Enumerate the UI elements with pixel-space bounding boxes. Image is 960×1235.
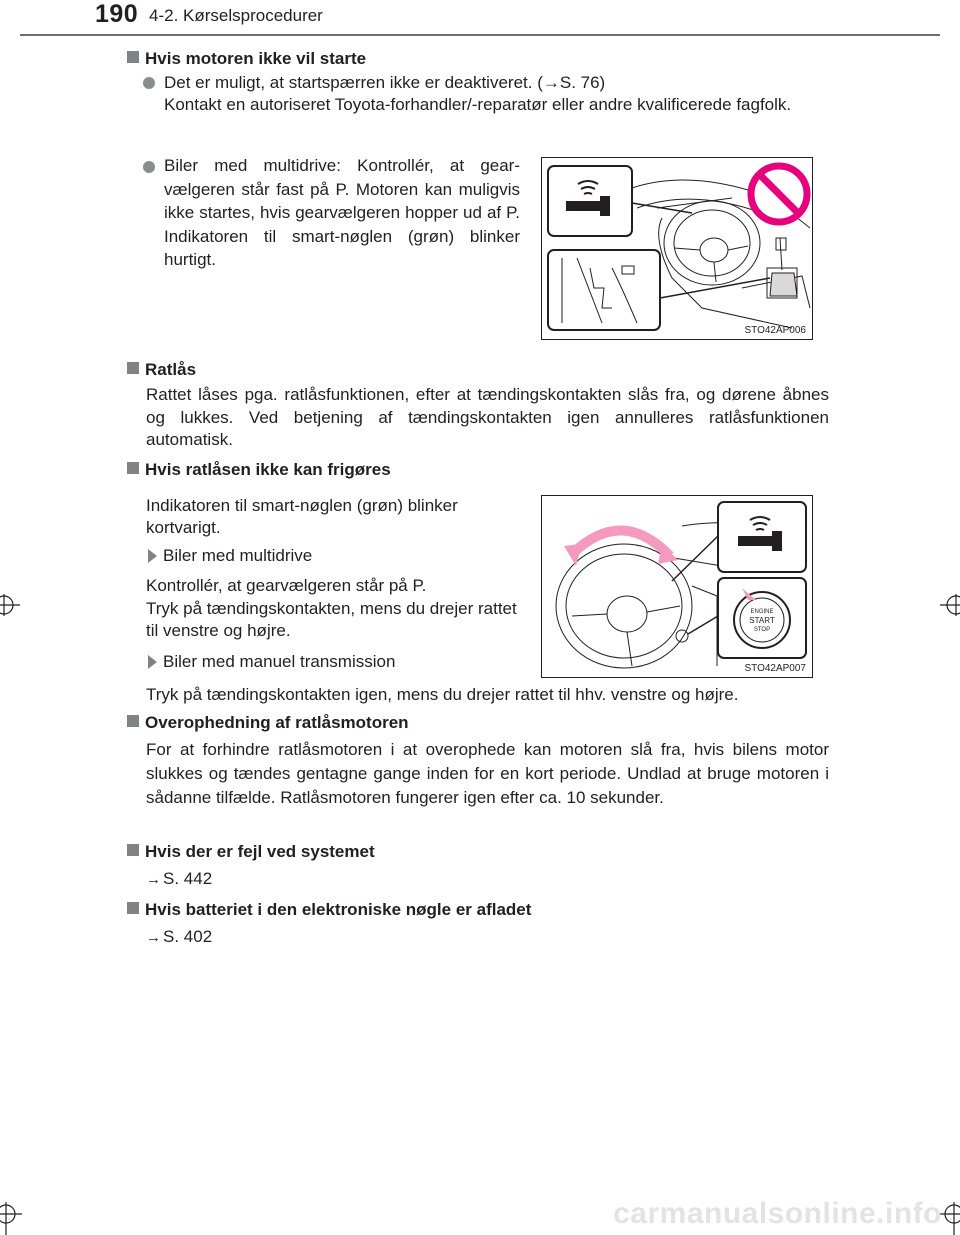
start-label: START xyxy=(749,616,775,625)
arrow-ref-icon: → xyxy=(146,871,161,888)
square-bullet-icon xyxy=(127,902,139,914)
section-heading: Overophedning af ratlåsmotoren xyxy=(127,713,409,733)
square-bullet-icon xyxy=(127,51,139,63)
crop-mark-icon xyxy=(0,590,20,620)
prohibition-icon xyxy=(751,166,807,222)
section-heading: Hvis der er fejl ved systemet xyxy=(127,842,375,862)
sub-heading: Biler med multidrive xyxy=(163,546,313,565)
square-bullet-icon xyxy=(127,844,139,856)
engine-label: ENGINE xyxy=(750,609,774,615)
triangle-bullet-icon xyxy=(148,549,157,563)
section-body: Tryk på tændingskontakten igen, mens du drejer rattet til hhv. venstre og højre. xyxy=(146,685,739,704)
dashboard-illustration xyxy=(542,158,812,339)
crop-mark-icon xyxy=(940,590,960,620)
bullet-text-continued: Kontakt en autoriseret Toyota-forhandler/-reparatør eller andre kvalificerede fagfolk. xyxy=(164,95,792,114)
square-bullet-icon xyxy=(127,362,139,374)
section-heading: Hvis motoren ikke vil starte xyxy=(127,49,366,69)
figure-code: STO42AP007 xyxy=(744,663,806,674)
page-ref-link[interactable]: S. 442 xyxy=(163,869,213,888)
page-ref-link[interactable]: S. 76) xyxy=(559,73,606,92)
bullet-text: Biler med multidrive: Kontrollér, at gear-vælgeren står fast på P. Motoren kan muligvis ikke startes, hvis gearvælgeren hopper ud af P. Indikatoren til smart-nøglen (grøn) blinker hurtigt. xyxy=(164,156,520,269)
page-reference xyxy=(146,869,212,889)
square-bullet-icon xyxy=(127,715,139,727)
section-body: Tryk på tændingskontakten, mens du drejer rattet til venstre og højre. xyxy=(146,599,517,640)
bullet-text: Det er muligt, at startspærren ikke er deaktiveret. (→S. 76) xyxy=(164,73,606,92)
chapter-title: 4-2. Kørselsprocedurer xyxy=(149,6,323,25)
stop-label: STOP xyxy=(753,627,771,633)
watermark: carmanualsonline.info xyxy=(613,1197,942,1230)
page-ref-link[interactable]: S. 402 xyxy=(163,927,213,946)
section-body: Rattet låses pga. ratlåsfunktionen, efter at tændingskontakten slås fra, og dørene åbnes og lukkes. Ved betjening af tændingskontakten igen annulleres ratlåsfunktionen automatisk. xyxy=(146,385,829,449)
arrow-ref-icon: → xyxy=(542,73,560,92)
page-number: 190 xyxy=(95,0,139,28)
section-heading: Ratlås xyxy=(127,360,196,380)
round-bullet-icon xyxy=(143,161,155,173)
section-body: For at forhindre ratlåsmotoren i at overophede kan motoren slå fra, hvis bilens motor slukkes og tændes gentagne gange inden for en kort periode. Undlad at bruge motoren i sådanne tilfælde. Ratlåsmotoren fungerer igen efter ca. 10 sekunder. xyxy=(146,740,829,807)
figure-gear-selector xyxy=(541,157,813,340)
section-body: Kontrollér, at gearvælgeren står på P. xyxy=(146,576,427,595)
crop-mark-icon xyxy=(0,1200,30,1235)
triangle-bullet-icon xyxy=(148,655,157,669)
steering-illustration xyxy=(542,496,812,677)
figure-code: STO42AP006 xyxy=(744,325,806,336)
square-bullet-icon xyxy=(127,462,139,474)
section-heading: Hvis ratlåsen ikke kan frigøres xyxy=(127,460,391,480)
page-reference xyxy=(146,927,212,947)
round-bullet-icon xyxy=(143,77,155,89)
section-body: Indikatoren til smart-nøglen (grøn) blinker kortvarigt. xyxy=(146,496,458,537)
arrow-ref-icon: → xyxy=(146,929,161,946)
section-heading: Hvis batteriet i den elektroniske nøgle er afladet xyxy=(127,900,531,920)
header-rule xyxy=(20,34,940,36)
figure-steering-wheel xyxy=(541,495,813,678)
sub-heading: Biler med manuel transmission xyxy=(163,652,396,671)
